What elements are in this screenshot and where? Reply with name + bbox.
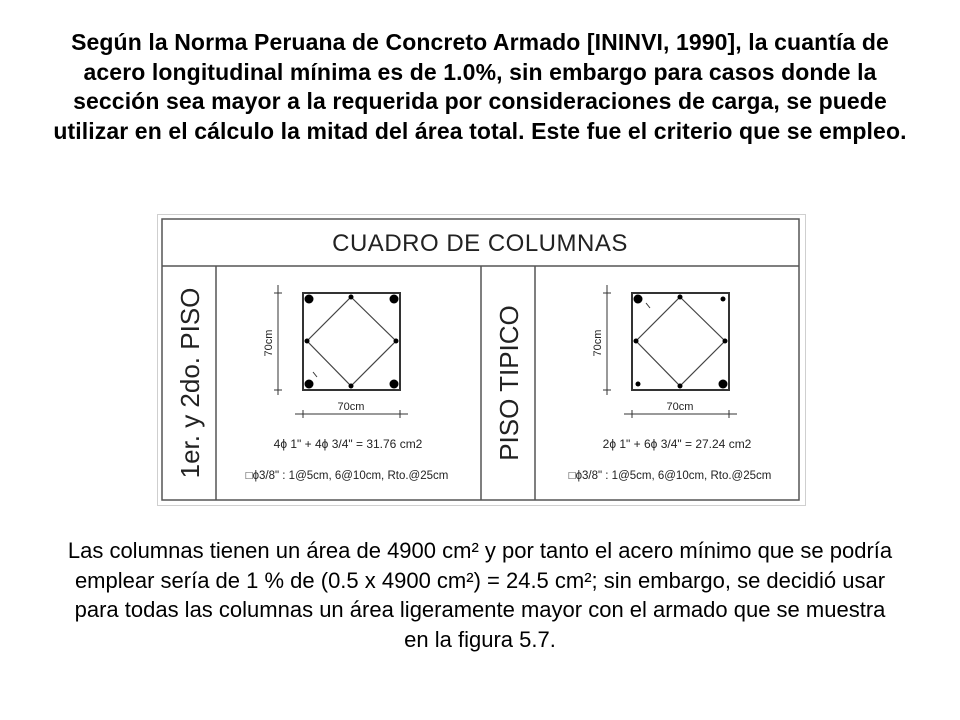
intro-paragraph: Según la Norma Peruana de Concreto Armado [ININVI, 1990], la cuantía de acero longitudinal mínima es de 1.0%, sin embargo para casos donde la sección sea mayor a la requerida por consideraciones de carga, se puede utilizar en el cálculo la mitad del área total. Este fue el criterio que se empleo.: [53, 29, 907, 144]
bar-small: [634, 339, 639, 344]
column-section-outline: [303, 293, 400, 390]
bar-large: [634, 295, 643, 304]
steel-spec-2: 2ϕ 1" + 6ϕ 3/4" = 27.24 cm2: [602, 437, 752, 451]
bar-large: [305, 295, 314, 304]
stirrups-spec-2: □ϕ3/8" : 1@5cm, 6@10cm, Rto.@25cm: [568, 470, 772, 482]
dim-horizontal-label-1: 70cm: [337, 401, 365, 413]
stirrups-spec-1: □ϕ3/8" : 1@5cm, 6@10cm, Rto.@25cm: [245, 470, 449, 482]
bar-small: [636, 382, 641, 387]
columns-table-drawing: [158, 215, 805, 505]
bar-small: [678, 384, 683, 389]
diamond-tie: [307, 297, 396, 386]
column-section-2: [592, 285, 737, 418]
bar-large: [719, 380, 728, 389]
floor-label-1: 1er. y 2do. PISO: [175, 287, 205, 479]
bar-small: [305, 339, 310, 344]
floor-label-2: PISO TIPICO: [494, 305, 524, 461]
bar-small: [723, 339, 728, 344]
bar-small: [394, 339, 399, 344]
bar-small: [721, 297, 726, 302]
dim-vertical-label-1: 70cm: [263, 329, 275, 357]
bar-large: [390, 380, 399, 389]
bar-large: [390, 295, 399, 304]
bar-large: [305, 380, 314, 389]
columns-table-figure: [157, 214, 806, 506]
figure-title: CUADRO DE COLUMNAS: [332, 230, 628, 257]
tie-hook: [313, 372, 317, 377]
bar-small: [349, 384, 354, 389]
column-section-outline: [632, 293, 729, 390]
dim-vertical-label-2: 70cm: [592, 329, 604, 357]
steel-spec-1: 4ϕ 1" + 4ϕ 3/4" = 31.76 cm2: [273, 437, 423, 451]
bar-small: [678, 295, 683, 300]
diamond-tie: [636, 297, 725, 386]
conclusion-paragraph: Las columnas tienen un área de 4900 cm² y por tanto el acero mínimo que se podría emplear sería de 1 % de (0.5 x 4900 cm²) = 24.5 cm²; sin embargo, se decidió usar para todas las columnas un área ligeramente mayor con el armado que se muestra en la figura 5.7.: [67, 538, 893, 652]
tie-hook: [646, 303, 650, 308]
column-section-1: [263, 285, 408, 418]
bar-small: [349, 295, 354, 300]
dim-horizontal-label-2: 70cm: [666, 401, 694, 413]
